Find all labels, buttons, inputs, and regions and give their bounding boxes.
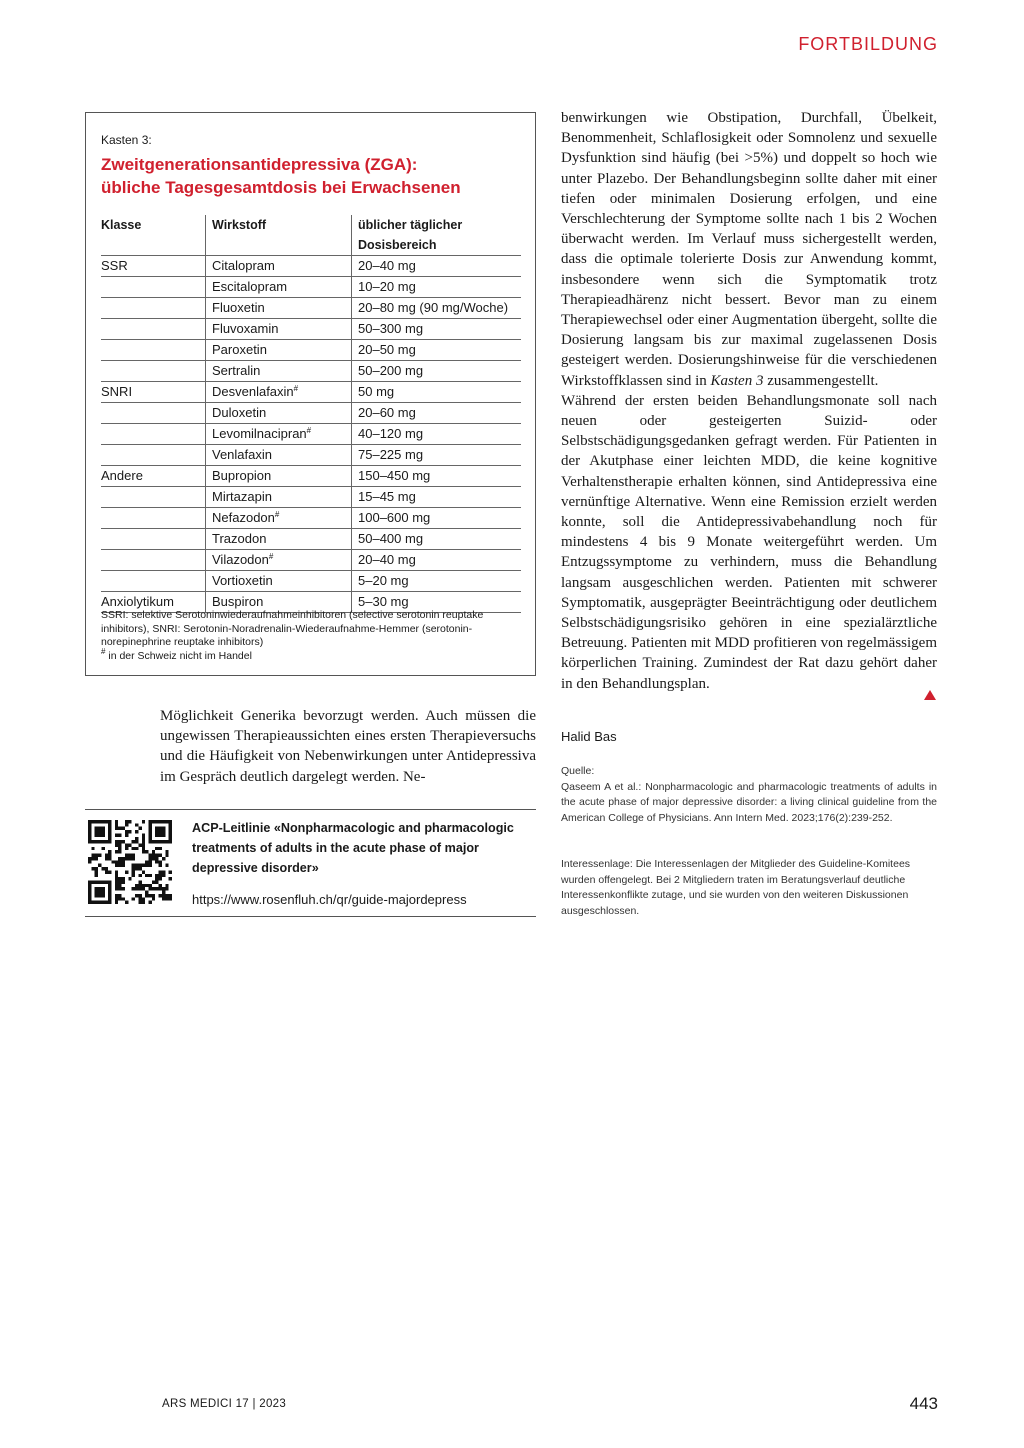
cell-dosis: 50–200 mg <box>352 361 522 382</box>
cell-wirkstoff <box>206 508 352 529</box>
cell-wirkstoff <box>206 382 352 403</box>
dosage-table-body <box>101 256 521 613</box>
cell-wirkstoff <box>206 529 352 550</box>
right-column-text <box>561 108 937 694</box>
qr-title: ACP-Leitlinie «Nonpharmacologic and pharmacologic treatments of adults in the acute phase of major depressive disorder» <box>192 821 514 875</box>
drug-name: Escitalopram <box>212 279 288 294</box>
cell-dosis: 20–80 mg (90 mg/Woche) <box>352 298 522 319</box>
cell-klasse <box>101 298 206 319</box>
col-header-dosis: üblicher täglicher <box>352 215 522 235</box>
not-available-mark: # <box>293 384 299 393</box>
paragraph: Während der ersten beiden Behandlungsmonate soll nach neuen oder gesteigerten Suizid- oder Selbstschädigungsgedanken gefragt werden. Für Patienten in der Akutphase einer leichten MDD, die keine kognitive Verhaltenstherapie erhalten können, sind Antidepressiva eine vernünftige Alternative. Wenn eine Remission erzielt werden konnte, soll die Antidepressivabehandlung noch für mindestens 4 bis 9 Monate weitergeführt werden. Um Entzugssymptome zu verhindern, muss die Behandlung langsam ausgeschlichen werden. Patienten mit schwerer Symptomatik, ausgeprägter Beeinträchtigung oder deutlichem Selbstschädigungsrisiko gehören in eine spezialärztliche Betreuung. Patienten mit MDD profitieren von regelmässigem körperlichen Training. Zumindest der Rat dazu gehört daher in den Behandlungsplan. <box>561 392 937 692</box>
cell-wirkstoff <box>206 298 352 319</box>
cell-wirkstoff <box>206 403 352 424</box>
paragraph: Möglichkeit Generika bevorzugt werden. Auch müssen die ungewissen Therapieaussichten eines ersten Therapieversuchs und die Häufigkeit von Nebenwirkungen unter Antidepressiva im Gespräch deutlich dargelegt werden. Ne- <box>160 708 536 785</box>
cell-klasse: SSR <box>101 256 206 277</box>
table-row <box>101 445 521 466</box>
conflict-of-interest-note: Interessenlage: Die Interessenlagen der Mitglieder des Guideline-Komitees wurden offengelegt. Bei 2 Mitgliedern traten im Beratungsverlauf deutliche Interessenkonflikte zutage, und sie wurden von den weiteren Diskussionen ausgeschlossen. <box>561 858 911 917</box>
cell-klasse <box>101 487 206 508</box>
dosage-table <box>101 215 521 613</box>
drug-name: Buspiron <box>212 594 264 609</box>
cell-dosis: 20–40 mg <box>352 550 522 571</box>
box-footnotes <box>101 609 521 663</box>
cell-klasse <box>101 319 206 340</box>
drug-name: Venlafaxin <box>212 447 272 462</box>
cell-dosis: 5–20 mg <box>352 571 522 592</box>
paragraph <box>561 108 937 391</box>
table-row <box>101 529 521 550</box>
cell-klasse <box>101 361 206 382</box>
drug-name: Bupropion <box>212 468 272 483</box>
table-row <box>101 403 521 424</box>
source-label: Quelle: <box>561 765 595 777</box>
not-available-mark: # <box>306 426 312 435</box>
cell-dosis: 150–450 mg <box>352 466 522 487</box>
drug-name: Paroxetin <box>212 342 267 357</box>
cell-klasse: Andere <box>101 466 206 487</box>
cell-wirkstoff <box>206 487 352 508</box>
cell-dosis: 20–60 mg <box>352 403 522 424</box>
qr-url-link[interactable]: https://www.rosenfluh.ch/qr/guide-majordepress <box>192 892 467 907</box>
footnote-abbreviations: SSRI: selektive Serotoninwiederaufnahmeinhibitoren (selective serotonin reuptake inhibitors), SNRI: Serotonin-Noradrenalin-Wiederaufnahme-Hemmer (serotonin-norepinephrine reuptake inhibitors) <box>101 609 484 648</box>
box-label: Kasten 3: <box>101 133 152 147</box>
not-available-mark: # <box>274 510 280 519</box>
drug-name: Sertralin <box>212 363 261 378</box>
page-number: 443 <box>909 1394 938 1413</box>
cell-wirkstoff <box>206 424 352 445</box>
cell-dosis: 100–600 mg <box>352 508 522 529</box>
cell-wirkstoff <box>206 571 352 592</box>
table-row <box>101 466 521 487</box>
cell-dosis: 50–400 mg <box>352 529 522 550</box>
cell-klasse <box>101 571 206 592</box>
cell-wirkstoff <box>206 256 352 277</box>
table-row <box>101 424 521 445</box>
left-column-text <box>160 706 536 787</box>
box-title-line2: übliche Tagesgesamtdosis bei Erwachsenen <box>101 178 461 197</box>
section-title: FORTBILDUNG <box>798 34 938 54</box>
drug-name: Desvenlafaxin <box>212 384 294 399</box>
table-row <box>101 340 521 361</box>
box-title <box>101 153 521 199</box>
drug-name: Nefazodon <box>212 510 275 525</box>
table-row <box>101 487 521 508</box>
footnote-mark: # <box>101 646 106 656</box>
table-row <box>101 550 521 571</box>
not-available-mark: # <box>268 552 274 561</box>
paragraph-text: benwirkungen wie Obstipation, Durchfall, Übelkeit, Benommenheit, Schlaflosigkeit oder Somnolenz und sexuelle Dysfunktion sind häufig (bei >5%) und doppelt so hoch wie unter Plazebo. Der Behandlungsbeginn sollte daher mit einer tiefen oder minimalen Dosierung erfolgen, und eine Verschlechterung der Symptome sollte nach 1 bis 2 Wochen überwacht werden. Im Verlauf muss sichergestellt werden, dass die optimale tolerierte Dosis zur Anwendung kommt, insbesondere wenn sich die Symptomatik trotz Therapieadhärenz nicht bessert. Bevor man zu einem Therapiewechsel oder einer Augmentation übergeht, sollte die Dosierung langsam bis zur maximal zugelassenen Dosis gesteigert werden. Dosierungshinweise für die verschiedenen Wirkstoffklassen sind in <box>561 110 937 389</box>
cell-klasse: SNRI <box>101 382 206 403</box>
drug-name: Citalopram <box>212 258 275 273</box>
header-spacer <box>206 235 352 256</box>
cell-klasse <box>101 340 206 361</box>
cell-dosis: 15–45 mg <box>352 487 522 508</box>
cell-dosis: 5–30 mg <box>352 592 522 613</box>
table-row <box>101 382 521 403</box>
end-of-article-triangle-icon <box>924 690 936 700</box>
table-row <box>101 361 521 382</box>
table-row <box>101 256 521 277</box>
cell-klasse <box>101 424 206 445</box>
drug-name: Trazodon <box>212 531 267 546</box>
drug-name: Fluoxetin <box>212 300 265 315</box>
cell-dosis: 50–300 mg <box>352 319 522 340</box>
cell-klasse <box>101 529 206 550</box>
table-row <box>101 508 521 529</box>
drug-name: Duloxetin <box>212 405 267 420</box>
col-header-klasse: Klasse <box>101 218 142 232</box>
drug-name: Fluvoxamin <box>212 321 279 336</box>
col-header-dosis-line2: Dosisbereich <box>352 235 522 256</box>
cell-dosis: 40–120 mg <box>352 424 522 445</box>
cell-wirkstoff <box>206 466 352 487</box>
cell-klasse <box>101 550 206 571</box>
drug-name: Mirtazapin <box>212 489 272 504</box>
col-header-wirkstoff: Wirkstoff <box>206 215 352 235</box>
paragraph-text: zusammengestellt. <box>763 372 879 389</box>
qr-reference-box <box>85 809 536 917</box>
cell-klasse <box>101 445 206 466</box>
table-row <box>101 277 521 298</box>
cell-wirkstoff <box>206 340 352 361</box>
drug-name: Vilazodon <box>212 552 269 567</box>
footer-journal: ARS MEDICI 17 | 2023 <box>162 1398 287 1410</box>
box-title-line1: Zweitgenerationsantidepressiva (ZGA): <box>101 155 418 174</box>
cell-wirkstoff <box>206 319 352 340</box>
cell-wirkstoff <box>206 550 352 571</box>
drug-name: Levomilnacipran <box>212 426 307 441</box>
cell-dosis: 75–225 mg <box>352 445 522 466</box>
table-row <box>101 319 521 340</box>
cell-wirkstoff <box>206 445 352 466</box>
qr-code[interactable] <box>88 820 172 904</box>
cell-klasse <box>101 277 206 298</box>
footnote-availability <box>101 646 521 664</box>
cell-wirkstoff <box>206 277 352 298</box>
header-spacer <box>101 235 206 256</box>
cell-dosis: 50 mg <box>352 382 522 403</box>
table-row <box>101 298 521 319</box>
cell-klasse: Anxiolytikum <box>101 592 206 613</box>
footnote-availability-text: in der Schweiz nicht im Handel <box>105 649 252 662</box>
cell-klasse <box>101 403 206 424</box>
drug-name: Vortioxetin <box>212 573 273 588</box>
cell-dosis: 10–20 mg <box>352 277 522 298</box>
cell-klasse <box>101 508 206 529</box>
cell-dosis: 20–40 mg <box>352 256 522 277</box>
cell-wirkstoff <box>206 361 352 382</box>
source-citation: Qaseem A et al.: Nonpharmacologic and pharmacologic treatments of adults in the acute phase of major depressive disorder: a living clinical guideline from the American College of Physicians. Ann Intern Med. 2023;176(2):239-252. <box>561 780 937 824</box>
cell-dosis: 20–50 mg <box>352 340 522 361</box>
author-name: Halid Bas <box>561 729 617 744</box>
table-row <box>101 571 521 592</box>
info-box <box>85 112 536 676</box>
source-reference <box>561 764 937 826</box>
box-reference: Kasten 3 <box>710 372 764 389</box>
